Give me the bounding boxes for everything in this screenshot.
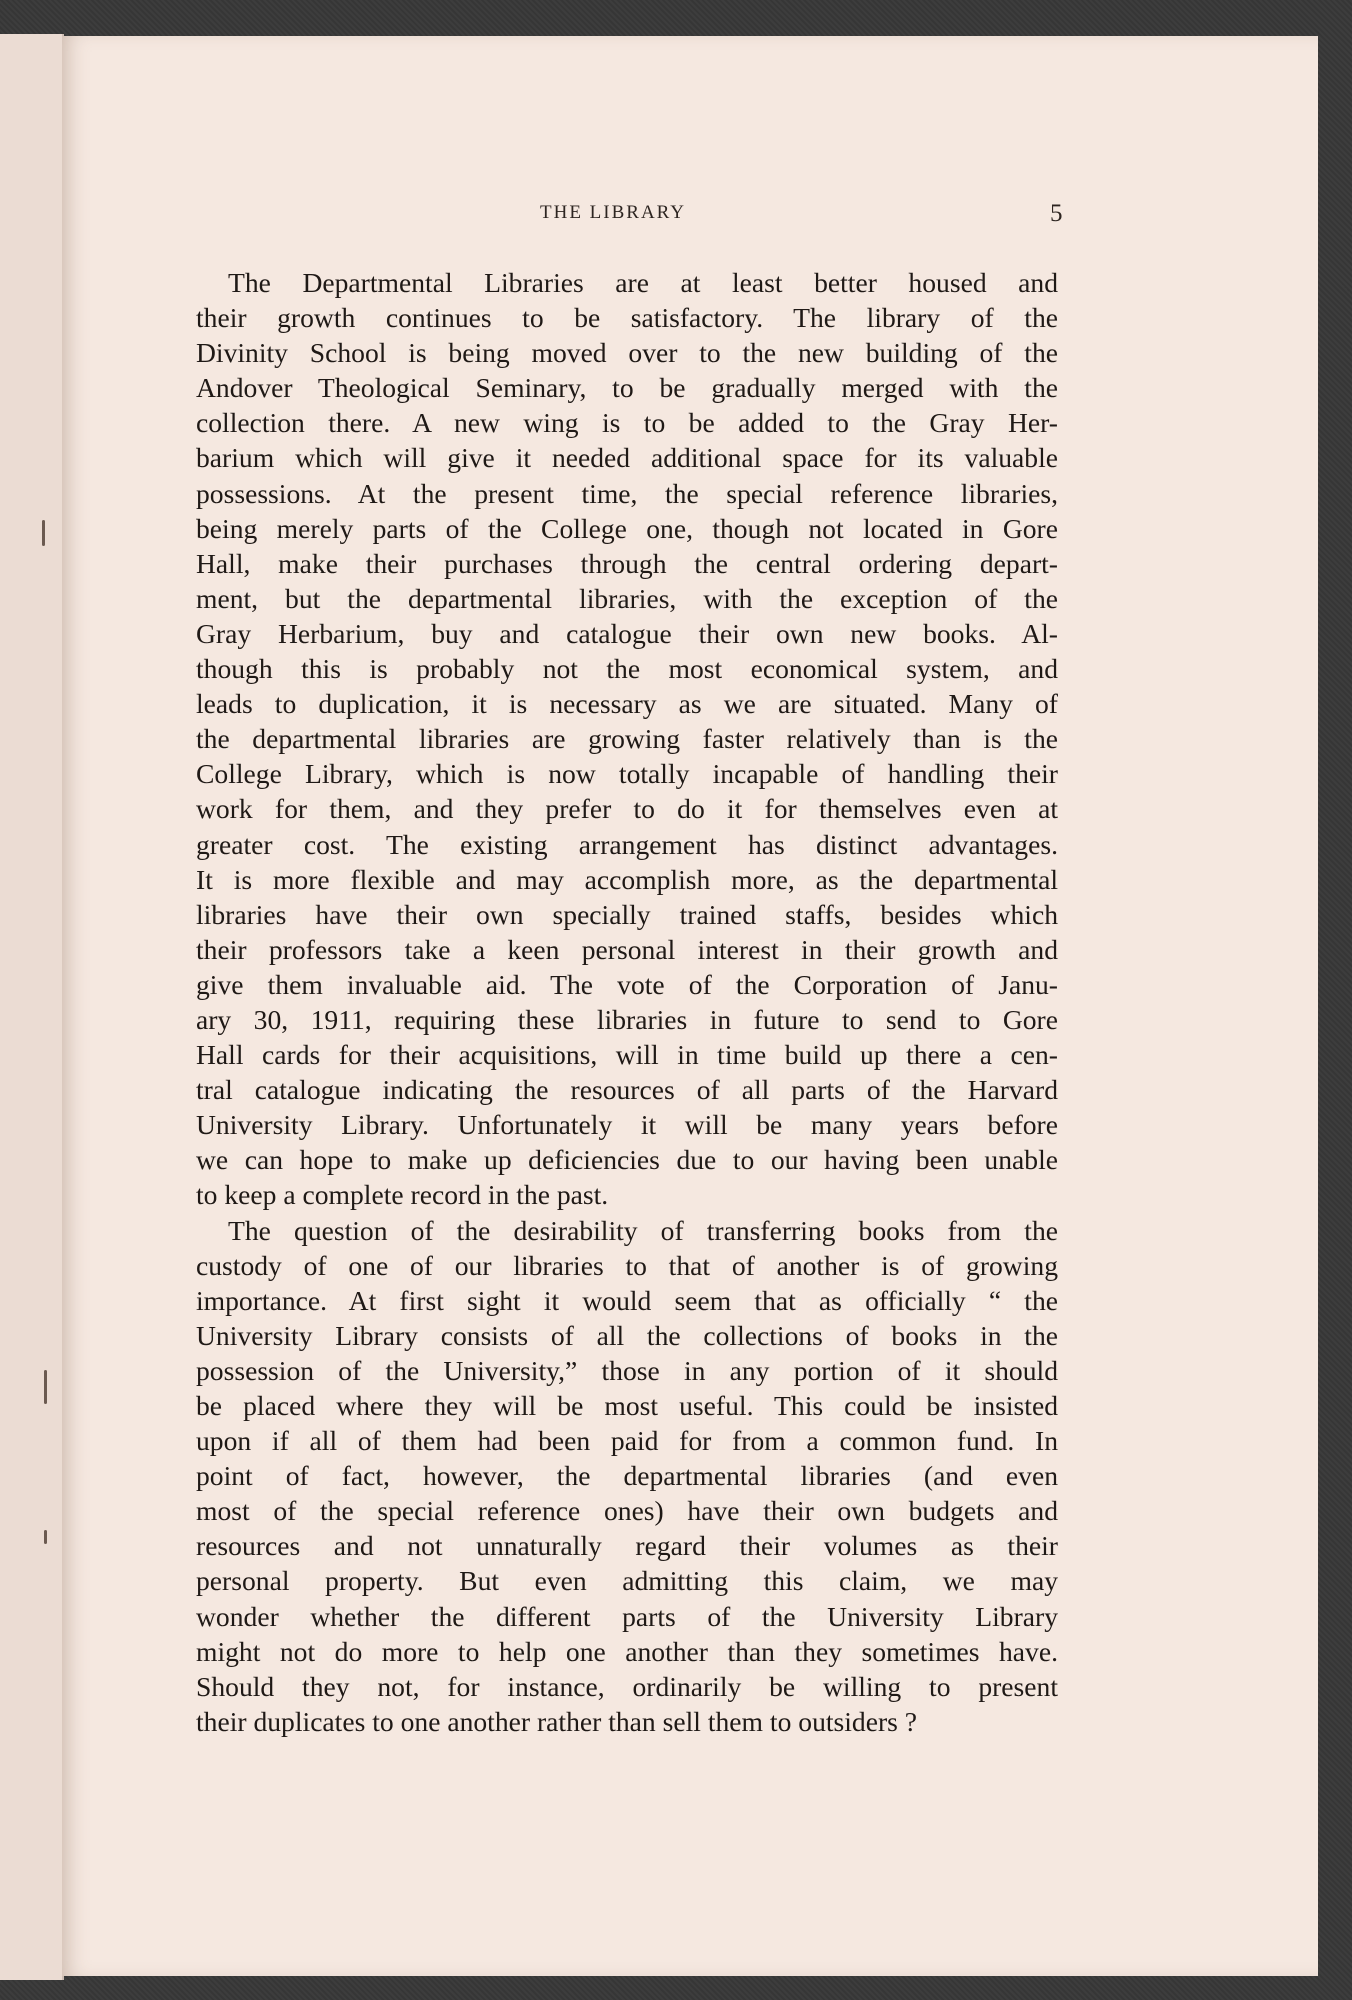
text-line: College Library, which is now totally incapable of handling their	[196, 758, 1058, 790]
running-head: THE LIBRARY	[540, 202, 687, 223]
text-line: wonder whether the different parts of the University Library	[196, 1600, 1058, 1632]
text-line: might not do more to help one another than they sometimes have.	[196, 1635, 1058, 1667]
text-line: Divinity School is being moved over to the new building of the	[196, 337, 1058, 369]
text-line: leads to duplication, it is necessary as we are situated. Many of	[196, 688, 1058, 720]
text-line: Hall, make their purchases through the central ordering depart-	[196, 547, 1058, 579]
body-text	[196, 265, 1058, 1739]
text-line: importance. At first sight it would seem that as officially “ the	[196, 1284, 1058, 1316]
gutter-mark	[44, 1370, 47, 1404]
text-line: possession of the University,” those in any portion of it should	[196, 1354, 1058, 1386]
text-line: the departmental libraries are growing faster relatively than is the	[196, 723, 1058, 755]
text-line: libraries have their own specially trained staffs, besides which	[196, 898, 1058, 930]
paragraph	[196, 1213, 1058, 1739]
text-line: upon if all of them had been paid for from a common fund. In	[196, 1425, 1058, 1457]
text-line: Should they not, for instance, ordinarily be willing to present	[196, 1670, 1058, 1702]
text-line: point of fact, however, the departmental libraries (and even	[196, 1460, 1058, 1492]
text-line: custody of one of our libraries to that of another is of growing	[196, 1249, 1058, 1281]
text-line: The question of the desirability of transferring books from the	[228, 1214, 1058, 1246]
text-line: most of the special reference ones) have their own budgets and	[196, 1495, 1058, 1527]
text-line: personal property. But even admitting this claim, we may	[196, 1565, 1058, 1597]
text-line: greater cost. The existing arrangement has distinct advantages.	[196, 828, 1058, 860]
text-line: ment, but the departmental libraries, with the exception of the	[196, 582, 1058, 614]
text-line: work for them, and they prefer to do it for themselves even at	[196, 793, 1058, 825]
text-line: ary 30, 1911, requiring these libraries in future to send to Gore	[196, 1003, 1058, 1035]
text-line: possessions. At the present time, the special reference libraries,	[196, 477, 1058, 509]
paragraph	[196, 265, 1058, 1213]
gutter-mark	[42, 520, 45, 546]
text-line: The Departmental Libraries are at least better housed and	[228, 267, 1058, 298]
text-line: University Library. Unfortunately it will be many years before	[196, 1109, 1058, 1141]
text-line: being merely parts of the College one, though not located in Gore	[196, 512, 1058, 544]
text-line: their growth continues to be satisfactory. The library of the	[196, 302, 1058, 334]
text-line: tral catalogue indicating the resources of all parts of the Harvard	[196, 1074, 1058, 1106]
text-line: Andover Theological Seminary, to be gradually merged with the	[196, 372, 1058, 404]
text-line: though this is probably not the most economical system, and	[196, 653, 1058, 685]
text-line: their duplicates to one another rather than sell them to outsiders ?	[196, 1705, 918, 1737]
text-line: It is more flexible and may accomplish more, as the departmental	[196, 863, 1058, 895]
text-line: their professors take a keen personal interest in their growth and	[196, 933, 1058, 965]
gutter-mark	[44, 1530, 47, 1544]
text-line: we can hope to make up deficiencies due to our having been unable	[196, 1144, 1058, 1176]
text-line: barium which will give it needed additional space for its valuable	[196, 442, 1058, 474]
text-line: University Library consists of all the collections of books in the	[196, 1319, 1058, 1351]
page-number: 5	[1050, 200, 1063, 227]
text-line: Hall cards for their acquisitions, will in time build up there a cen-	[196, 1039, 1058, 1071]
text-line: give them invaluable aid. The vote of the Corporation of Janu-	[196, 968, 1058, 1000]
text-line: to keep a complete record in the past.	[196, 1179, 609, 1211]
text-line: resources and not unnaturally regard their volumes as their	[196, 1530, 1058, 1562]
facing-page-edge	[0, 34, 64, 1980]
text-line: be placed where they will be most useful. This could be insisted	[196, 1390, 1058, 1421]
text-line: Gray Herbarium, buy and catalogue their own new books. Al-	[196, 617, 1058, 649]
text-line: collection there. A new wing is to be added to the Gray Her-	[196, 407, 1058, 439]
